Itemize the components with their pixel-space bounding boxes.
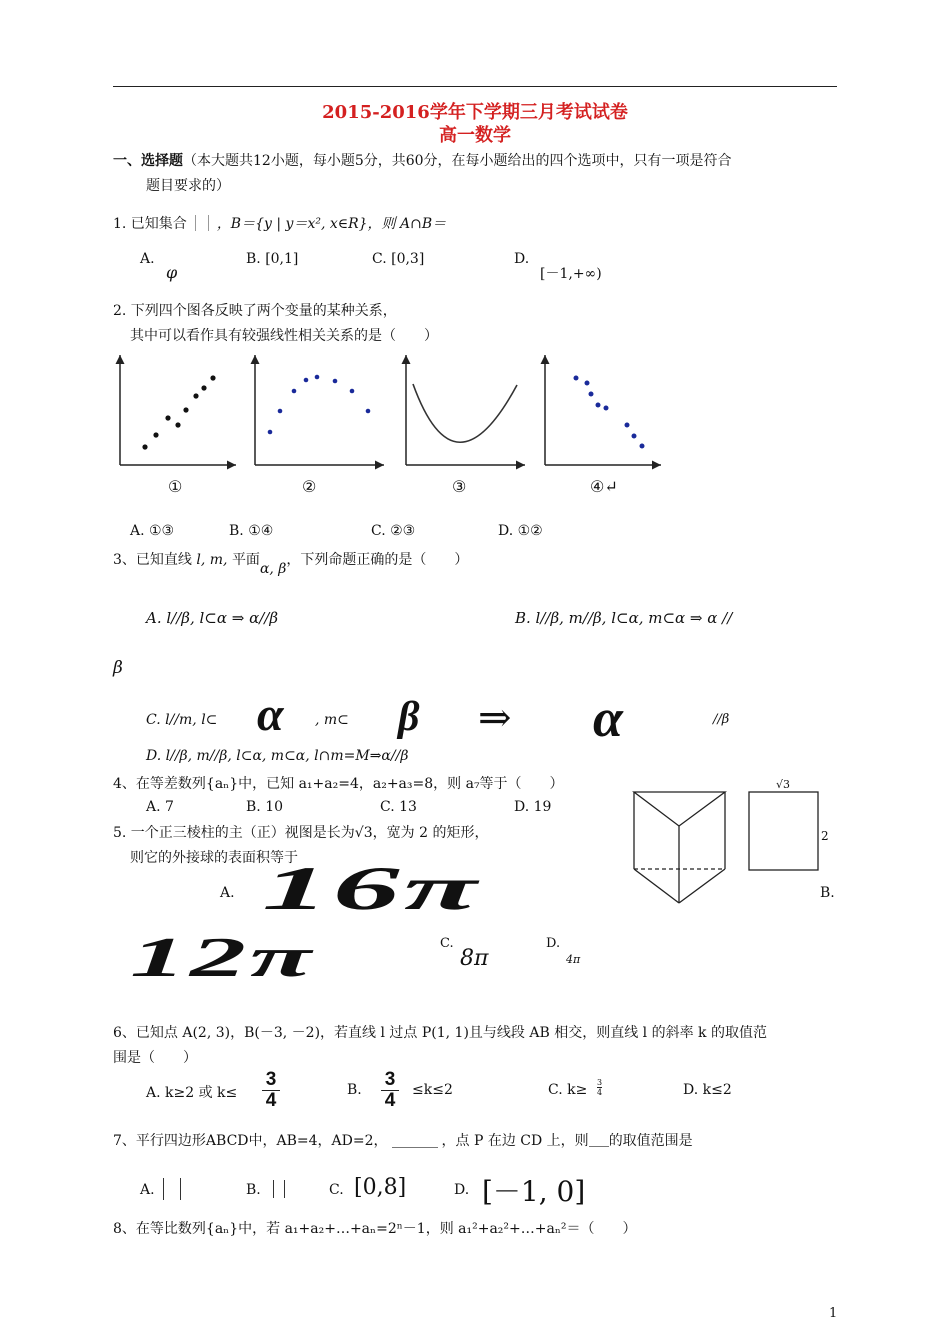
q3-stem-c: ，下列命题正确的是（ ） [286, 552, 469, 568]
q8-stem: 8、在等比数列{aₙ}中，若 a₁+a₂+…+aₙ=2ⁿ－1，则 a₁²+a₂²+…+aₙ²＝（ ） [113, 1221, 637, 1237]
graph-label-4: ④↵ [590, 477, 618, 496]
q3-option-c-b: , m⊂ [315, 712, 349, 728]
q3-stem-a: 3、已知直线 [113, 552, 192, 568]
q4-stem: 4、在等差数列{aₙ}中，已知 a₁+a₂=4，a₂+a₃=8，则 a₇等于（ ） [113, 776, 564, 792]
q2-option-d: D. ①② [498, 523, 543, 539]
q5-option-c-value: 8π [460, 946, 489, 971]
q6-stem-2: 围是（ ） [113, 1050, 197, 1066]
q7-dot-product-image [392, 1133, 438, 1148]
q7-option-d-value: [－1, 0] [482, 1175, 586, 1208]
q7-stem-a: 7、平行四边形ABCD中，AB=4，AD=2， [113, 1133, 388, 1149]
q7-option-d-label: D. [454, 1182, 470, 1198]
q6-option-c-frac-num: 3 [597, 1078, 603, 1087]
q6-option-b-frac-den: 4 [381, 1090, 399, 1111]
q1-stem-b: ，B＝{y | y＝x², x∈R}，则 A∩B＝ [216, 216, 447, 232]
graph-label-3: ③ [452, 477, 467, 496]
q5-stem-1: 5. 一个正三棱柱的主（正）视图是长为√3，宽为 2 的矩形， [113, 825, 489, 841]
q6-option-a-frac-den: 4 [262, 1090, 280, 1111]
q5-option-c-label: C. [440, 936, 454, 951]
q4-option-b: B. 10 [246, 799, 284, 815]
q6-option-a-text: A. k≥2 或 k≤ [146, 1085, 238, 1101]
q7-option-a-image [163, 1178, 181, 1200]
q3-option-c-c: //β [713, 712, 730, 727]
q3-lines: l, m, [196, 552, 228, 568]
q5-option-a-label: A. [220, 885, 235, 901]
q3-option-c-a: C. l//m, l⊂ [146, 712, 218, 728]
q6-option-a-frac-num: 3 [265, 1069, 277, 1090]
graph-label-1: ① [168, 477, 183, 496]
q1-option-b: B. [0,1] [246, 251, 299, 267]
q2-stem-2: 其中可以看作具有较强线性相关关系的是（ ） [130, 328, 438, 344]
q2-stem-1: 2. 下列四个图各反映了两个变量的某种关系， [113, 303, 397, 319]
q4-option-d: D. 19 [514, 799, 552, 815]
q1-option-d-label: D. [514, 251, 530, 267]
q7-stem [113, 1130, 693, 1150]
q1-option-d-value: [－1,+∞) [540, 266, 602, 282]
q1-option-a-label: A. [140, 251, 155, 267]
q3-option-c-arrow: ⇒ [478, 695, 512, 741]
q7-option-b-image [273, 1180, 285, 1198]
section-instructions-cont: 题目要求的） [146, 178, 230, 194]
q3-option-c-beta: β [398, 694, 420, 740]
q7-option-c-label: C. [329, 1182, 344, 1198]
q5-fig-width-label: √3 [776, 778, 791, 791]
q5-option-d-value: 4π [566, 953, 581, 966]
q3-option-b: B. l//β, m//β, l⊂α, m⊂α ⇒ α // [515, 609, 733, 627]
q3-option-c-alpha1: α [257, 688, 284, 741]
q6-option-b-text: ≤k≤2 [412, 1082, 453, 1098]
q7-vector-image [589, 1134, 609, 1147]
q5-stem-2: 则它的外接球的表面积等于 [130, 850, 298, 866]
page-number: 1 [829, 1306, 838, 1321]
q1-option-c: C. [0,3] [372, 251, 425, 267]
q6-option-c-frac-den: 4 [597, 1088, 603, 1097]
q4-option-c: C. 13 [380, 799, 417, 815]
q4-option-a: A. 7 [146, 799, 174, 815]
q3-option-d: D. l//β, m//β, l⊂α, m⊂α, l∩m=M⇒α//β [146, 748, 409, 764]
section-title: 一、选择题 [113, 153, 183, 169]
q6-stem-1: 6、已知点 A(2, 3)，B(－3, －2)，若直线 l 过点 P(1, 1)且与线段 AB 相交，则直线 l 的斜率 k 的取值范 [113, 1025, 767, 1041]
q2-option-b: B. ①④ [229, 523, 274, 539]
q3-option-c-alpha2: α [593, 688, 623, 748]
section-instructions: （本大题共12小题，每小题5分，共60分，在每小题给出的四个选项中，只有一项是符合 [183, 153, 732, 169]
q5-option-d-label: D. [546, 936, 561, 951]
exam-subtitle: 高一数学 [439, 125, 511, 146]
q6-option-b-label: B. [347, 1082, 362, 1098]
q1-stem-a: 1. 已知集合 [113, 216, 187, 232]
q6-option-b-frac [381, 1070, 399, 1111]
exam-title: 2015-2016学年下学期三月考试试卷 [322, 102, 628, 123]
q2-option-a: A. ①③ [130, 523, 175, 539]
q5-option-b-label: B. [820, 885, 835, 901]
q3-stem-b: 平面 [231, 552, 260, 568]
q1-option-a-value: φ [166, 263, 178, 282]
q6-option-c: C. k≥ [548, 1082, 588, 1098]
q7-option-b-label: B. [246, 1182, 261, 1198]
q6-option-c-frac [597, 1078, 602, 1097]
q3-option-a: A. l//β, l⊂α ⇒ α//β [146, 609, 278, 627]
q5-fig-height-label: 2 [821, 829, 829, 843]
q2-option-c: C. ②③ [371, 523, 416, 539]
graph-label-2: ② [302, 477, 317, 496]
q7-stem-c: 的取值范围是 [608, 1133, 693, 1149]
q6-option-b-frac-num: 3 [384, 1069, 396, 1090]
q6-option-a-frac [262, 1070, 280, 1111]
q3-option-b-cont: β [113, 658, 123, 678]
q6-option-a [146, 1082, 237, 1102]
q3-planes: α, β [259, 561, 287, 577]
q5-option-b-value: 12π [130, 927, 316, 989]
q7-stem-b: ，点 P 在边 CD 上，则 [441, 1133, 589, 1149]
q7-option-c-value: [0,8] [354, 1175, 407, 1200]
q6-option-d: D. k≤2 [683, 1082, 732, 1098]
q7-option-a-label: A. [140, 1182, 155, 1198]
q5-option-a-value: 16π [262, 855, 481, 923]
